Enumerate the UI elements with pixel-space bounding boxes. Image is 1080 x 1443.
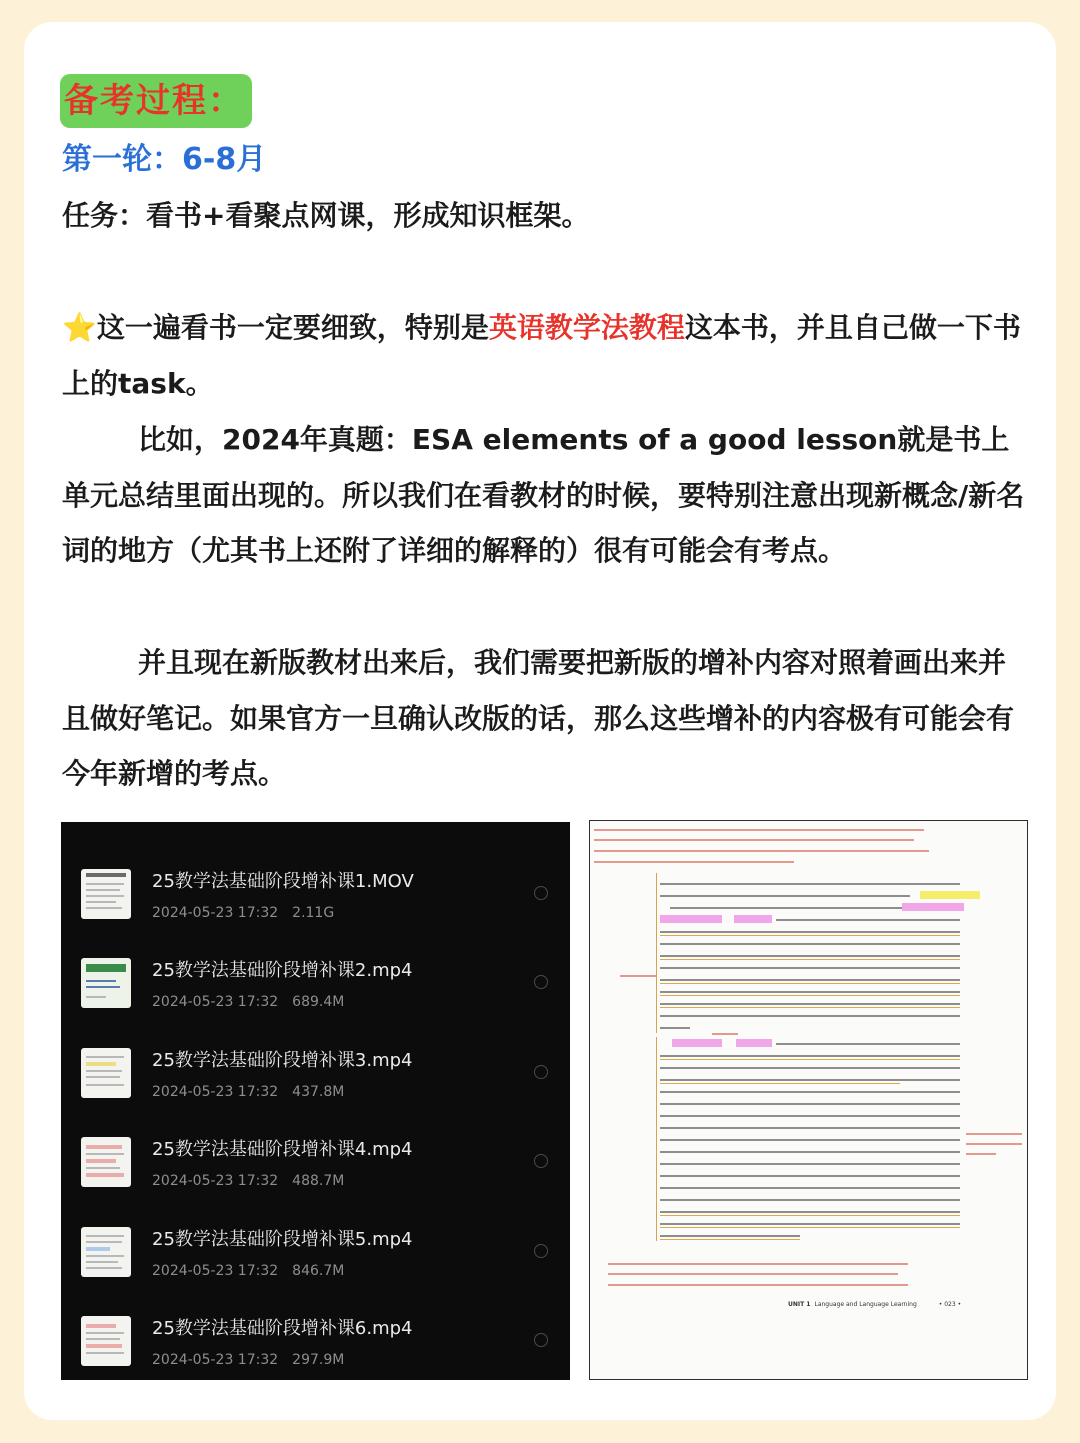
file-size: 2.11G (292, 905, 335, 921)
paragraph-1-text-a: 这一遍看书一定要细致，特别是 (96, 311, 489, 344)
file-date: 2024-05-23 17:32 (152, 1173, 279, 1189)
file-meta (152, 1171, 344, 1191)
select-radio[interactable] (534, 886, 548, 900)
file-meta (152, 992, 344, 1012)
unit-number: UNIT 1 (788, 1301, 811, 1308)
paragraph-1 (62, 300, 1028, 411)
section-heading: 备考过程： (60, 74, 252, 128)
file-thumbnail (81, 958, 131, 1008)
round-title: 第一轮：6-8月 (62, 142, 267, 177)
select-radio[interactable] (534, 1154, 548, 1168)
file-item[interactable] (61, 849, 570, 938)
file-item[interactable] (61, 938, 570, 1027)
file-size: 846.7M (292, 1263, 345, 1279)
file-date: 2024-05-23 17:32 (152, 1263, 279, 1279)
file-date: 2024-05-23 17:32 (152, 1084, 279, 1100)
file-size: 689.4M (292, 994, 345, 1010)
file-date: 2024-05-23 17:32 (152, 905, 279, 921)
file-list-screenshot (61, 822, 570, 1380)
select-radio[interactable] (534, 975, 548, 989)
file-date: 2024-05-23 17:32 (152, 1352, 279, 1368)
unit-title: Language and Language Learning (814, 1301, 917, 1308)
file-size: 437.8M (292, 1084, 345, 1100)
select-radio[interactable] (534, 1333, 548, 1347)
file-size: 297.9M (292, 1352, 345, 1368)
book-title-highlight: 英语教学法教程 (488, 311, 685, 344)
file-meta (152, 1082, 344, 1102)
select-radio[interactable] (534, 1244, 548, 1258)
page-number: • 023 • (938, 1301, 962, 1308)
file-meta (152, 1261, 344, 1281)
page-footer (788, 1301, 961, 1308)
file-thumbnail (81, 869, 131, 919)
paragraph-3: 并且现在新版教材出来后，我们需要把新版的增补内容对照着画出来并且做好笔记。如果官方一旦确认改版的话，那么这些增补的内容极有可能会有今年新增的考点。 (62, 646, 1015, 790)
file-item[interactable] (61, 1117, 570, 1206)
file-thumbnail (81, 1048, 131, 1098)
paragraph-2: 比如，2024年真题：ESA elements of a good lesson就是书上单元总结里面出现的。所以我们在看教材的时候，要特别注意出现新概念/新名词的地方（尤其书上还附了详细的解释的）很有可能会有考点。 (62, 423, 1025, 567)
file-name: 25教学法基础阶段增补课4.mp4 (152, 1139, 413, 1160)
file-name: 25教学法基础阶段增补课1.MOV (152, 871, 414, 892)
annotated-textbook-page (589, 820, 1028, 1380)
task-line: 任务：看书+看聚点网课，形成知识框架。 (62, 199, 590, 232)
file-size: 488.7M (292, 1173, 345, 1189)
file-name: 25教学法基础阶段增补课5.mp4 (152, 1229, 413, 1250)
file-item[interactable] (61, 1028, 570, 1117)
file-name: 25教学法基础阶段增补课6.mp4 (152, 1318, 413, 1339)
file-date: 2024-05-23 17:32 (152, 994, 279, 1010)
file-thumbnail (81, 1316, 131, 1366)
file-meta (152, 1350, 344, 1370)
file-thumbnail (81, 1137, 131, 1187)
file-name: 25教学法基础阶段增补课2.mp4 (152, 960, 413, 981)
file-meta (152, 903, 334, 923)
file-thumbnail (81, 1227, 131, 1277)
file-name: 25教学法基础阶段增补课3.mp4 (152, 1050, 413, 1071)
star-icon: ⭐ (62, 311, 97, 344)
file-item[interactable] (61, 1296, 570, 1385)
file-item[interactable] (61, 1207, 570, 1296)
paragraph-1-text-b: 这本书，并且自己做一下书上的task。 (62, 311, 1021, 400)
select-radio[interactable] (534, 1065, 548, 1079)
